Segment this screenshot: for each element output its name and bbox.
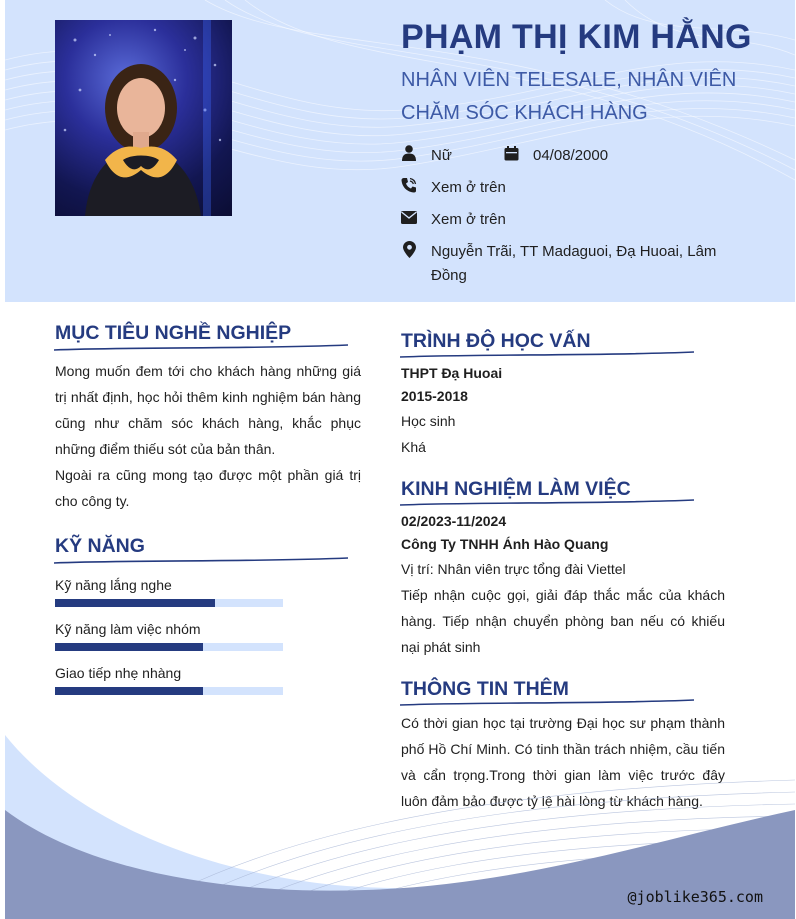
- objective-paragraph-2: Ngoài ra cũng mong tạo được một phần giá trị cho công ty.: [55, 467, 361, 509]
- education-major: Học sinh: [401, 413, 456, 429]
- birthday-row: [503, 144, 608, 168]
- gender-row: [401, 144, 452, 168]
- education-grade: Khá: [401, 439, 426, 455]
- skill-label: Kỹ năng làm việc nhóm: [55, 621, 201, 637]
- skills-title: KỸ NĂNG: [55, 535, 145, 557]
- email-row: [401, 208, 506, 232]
- phone-value: Xem ở trên: [431, 179, 506, 196]
- objective-title: MỤC TIÊU NGHỀ NGHIỆP: [55, 322, 292, 344]
- skill-bar-fill: [55, 599, 215, 607]
- skill-item: [55, 618, 285, 651]
- extra-info-text: Có thời gian học tại trường Đại học sư phạm thành phố Hồ Chí Minh. Có tinh thần trách nhiệm, cầu tiến và cẩn trọng.Trong thời gian làm việc trước đây luôn đảm bảo được tỷ lệ hài lòng từ khách hàng.: [401, 715, 725, 809]
- experience-company: Công Ty TNHH Ánh Hào Quang: [401, 536, 609, 552]
- education-title: TRÌNH ĐỘ HỌC VẤN: [401, 330, 591, 352]
- objective-underline: [53, 343, 349, 351]
- extra-info-underline: [399, 698, 695, 706]
- calendar-icon: [503, 144, 519, 162]
- skill-item: [55, 574, 285, 607]
- education-school: THPT Đạ Huoai: [401, 365, 503, 381]
- candidate-position: NHÂN VIÊN TELESALE, NHÂN VIÊN CHĂM SÓC KHÁCH HÀNG: [401, 69, 737, 124]
- skill-label: Giao tiếp nhẹ nhàng: [55, 665, 182, 681]
- person-icon: [401, 144, 417, 162]
- skills-underline: [53, 556, 349, 564]
- extra-info-title: THÔNG TIN THÊM: [401, 678, 569, 700]
- skill-bar: [55, 643, 283, 651]
- gender-value: Nữ: [431, 147, 452, 164]
- experience-role: Vị trí: Nhân viên trực tổng đài Viettel: [401, 561, 626, 577]
- education-underline: [399, 350, 695, 358]
- birthday-value: 04/08/2000: [533, 147, 609, 164]
- experience-period: 02/2023-11/2024: [401, 513, 507, 529]
- skill-bar-fill: [55, 687, 203, 695]
- education-period: 2015-2018: [401, 388, 468, 404]
- skill-item: [55, 662, 285, 695]
- envelope-icon: [401, 208, 417, 226]
- cv-page: [5, 0, 795, 919]
- education-block: [401, 362, 731, 460]
- experience-underline: [399, 498, 695, 506]
- phone-icon: [401, 176, 417, 194]
- profile-photo: [55, 20, 232, 216]
- experience-block: [401, 510, 725, 660]
- skill-label: Kỹ năng lắng nghe: [55, 577, 172, 593]
- address-row: [401, 240, 741, 288]
- experience-title: KINH NGHIỆM LÀM VIỆC: [401, 478, 631, 500]
- experience-description: Tiếp nhận cuộc gọi, giải đáp thắc mắc của khách hàng. Tiếp nhận chuyển phòng ban nếu có khiếu nại phát sinh: [401, 587, 725, 655]
- watermark: @joblike365.com: [627, 888, 763, 906]
- candidate-name: PHẠM THỊ KIM HẰNG: [401, 18, 752, 56]
- address-value: Nguyễn Trãi, TT Madaguoi, Đạ Huoai, Lâm Đồng: [431, 243, 717, 284]
- skill-bar: [55, 599, 283, 607]
- objective-paragraph-1: Mong muốn đem tới cho khách hàng những giá trị nhất định, học hỏi thêm kinh nghiệm bán hàng cũng như chăm sóc khách hàng, khắc phục những điểm thiếu sót của bản thân.: [55, 363, 361, 457]
- skill-bar: [55, 687, 283, 695]
- phone-row: [401, 176, 506, 200]
- skill-bar-fill: [55, 643, 203, 651]
- email-value: Xem ở trên: [431, 211, 506, 228]
- location-pin-icon: [401, 240, 417, 258]
